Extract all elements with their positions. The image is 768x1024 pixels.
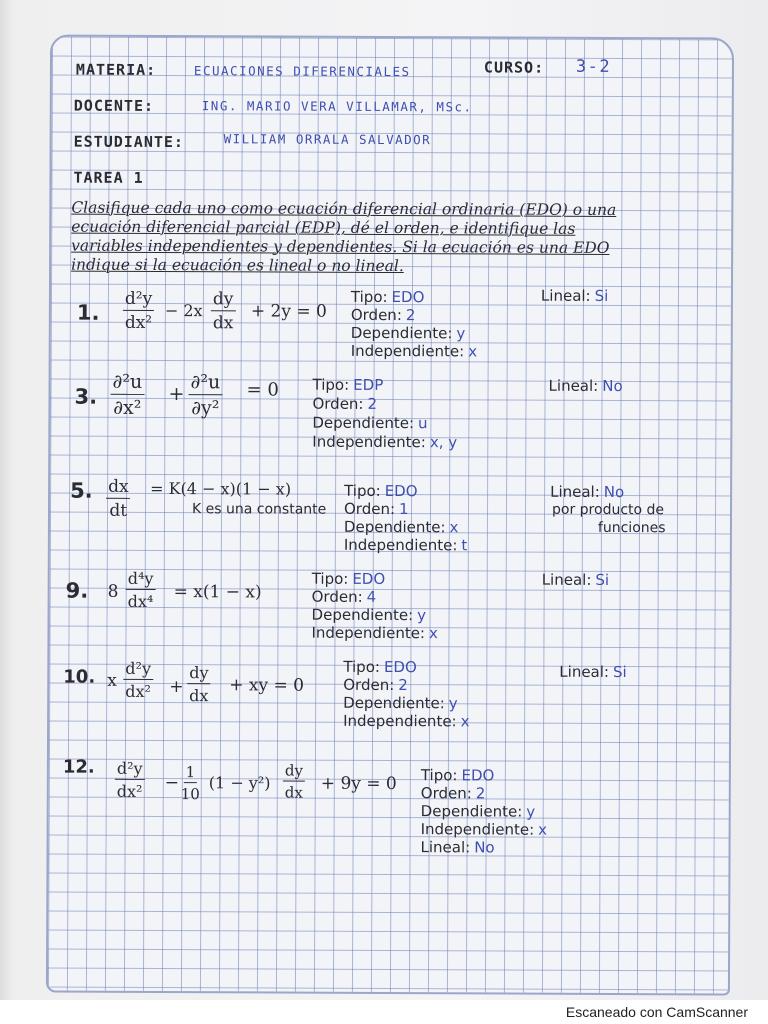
problem-number: 3. [74,384,98,409]
docente-label: DOCENTE: [73,96,155,115]
dependiente-row [312,413,428,433]
equation-term: = K(4 − x)(1 − x) [150,478,292,499]
independiente-label: Independiente: [312,432,426,452]
tipo-row [311,569,386,588]
tarea-label: TAREA 1 [73,168,144,187]
lineal-value: No [602,376,623,396]
orden-label: Orden: [420,784,472,803]
independiente-row [421,822,547,838]
fraction [188,371,222,419]
camscanner-watermark: Escaneado con CamScanner [565,1004,748,1020]
grid-paper-sheet [46,35,734,996]
orden-value: 4 [366,587,377,606]
fraction [283,762,305,802]
lineal-row [540,286,609,305]
orden-row [343,675,408,695]
lineal-row [541,570,610,589]
orden-label: Orden: [311,587,363,606]
lineal-note: funciones [597,519,666,537]
estudiante-label: ESTUDIANTE: [73,132,185,152]
dependiente-label: Dependiente: [312,413,415,433]
equation-term: + [169,677,184,698]
fraction-denominator: dx [189,686,209,706]
lineal-value: No [474,838,495,857]
lineal-row [421,840,495,855]
fraction-numerator: ∂²u [111,371,145,395]
fraction-denominator: dx² [124,312,153,333]
tipo-row [421,768,495,783]
instruction-line-3: variables independientes y dependientes. Si la ecuación es una EDO [71,236,610,257]
lineal-value: No [603,482,625,502]
problem-number: 9. [65,578,89,603]
orden-row [350,305,416,325]
orden-value: 2 [367,394,378,413]
equation-term: = x(1 − x) [173,582,262,603]
lineal-value: Si [594,286,609,305]
dependiente-value: x [449,518,459,537]
orden-value: 2 [405,306,416,325]
dependiente-row [350,323,466,343]
equation-term: (1 − y²) [208,773,271,793]
equation-term: + [168,383,185,406]
fraction [110,371,144,419]
scanner-footer [0,1000,768,1024]
lineal-row [548,376,623,396]
independiente-row [311,623,438,643]
independiente-row [350,341,478,361]
problem-number: 10. [63,666,96,688]
dependiente-row [343,517,459,537]
orden-label: Orden: [312,394,364,413]
orden-label: Orden: [350,305,402,325]
fraction-numerator: dx [106,477,131,499]
independiente-row [343,535,468,555]
dependiente-row [343,693,458,713]
fraction [187,663,210,705]
fraction-denominator: dx [284,783,303,802]
tipo-label: Tipo: [311,569,349,588]
fraction [106,477,131,521]
fraction-numerator: dy [283,762,305,782]
docente-value: ING. MARIO VERA VILLAMAR, MSc. [201,98,473,115]
fraction-numerator: d²y [123,659,153,680]
tipo-label: Tipo: [344,481,381,500]
fraction-denominator: dx [212,313,234,334]
independiente-value: t [461,536,468,555]
dependiente-value: y [448,694,458,713]
estudiante-value: WILLIAM ORRALA SALVADOR [223,131,432,148]
orden-label: Orden: [343,499,396,519]
tipo-value: EDO [461,766,495,785]
lineal-label: Lineal: [420,838,471,857]
tipo-row [312,375,384,394]
problem-number: 5. [70,478,93,503]
fraction-numerator: ∂²u [189,371,223,395]
fraction-denominator: ∂y² [191,397,220,420]
lineal-row [559,662,627,682]
orden-row [343,499,409,519]
dependiente-label: Dependiente: [350,323,453,343]
equation-term: − [164,773,180,794]
independiente-value: x [428,624,438,643]
problem-number: 12. [62,756,95,778]
fraction-denominator: dx² [116,781,143,801]
curso-label: CURSO: [483,58,545,77]
dependiente-value: y [526,802,536,821]
lineal-note: por producto de [551,501,665,519]
equation-term: + 2y = 0 [250,301,327,322]
tipo-value: EDO [391,288,425,307]
instruction-line-1: Clasifique cada uno como ecuación diferencial ordinaria (EDO) o una [71,198,617,219]
fraction-numerator: d²y [123,289,154,311]
fraction-denominator: dt [109,500,128,521]
tipo-row [343,657,417,677]
orden-value: 2 [475,784,486,803]
tipo-value: EDO [352,569,386,588]
independiente-value: x, y [429,433,458,452]
independiente-label: Independiente: [311,623,426,643]
fraction-denominator: dx⁴ [127,591,154,611]
tipo-value: EDO [384,481,418,501]
independiente-label: Independiente: [420,820,535,839]
lineal-label: Lineal: [548,376,599,395]
dependiente-value: y [417,606,427,625]
dependiente-label: Dependiente: [420,802,523,821]
orden-row [421,786,486,801]
fraction [181,763,200,803]
fraction [211,289,236,333]
instruction-line-4: indique si la ecuación es lineal o no lineal. [71,255,404,276]
tipo-label: Tipo: [312,375,350,394]
equation-term: + xy = 0 [229,675,305,696]
independiente-value: x [468,342,478,361]
materia-value: ECUACIONES DIFERENCIALES [193,63,411,80]
fraction-numerator: d⁴y [126,569,156,590]
lineal-label: Lineal: [559,662,610,681]
problem-number: 1. [76,300,100,325]
fraction [115,759,145,801]
independiente-row [343,711,470,731]
orden-row [311,587,377,606]
orden-label: Orden: [343,675,395,695]
fraction [123,659,153,701]
independiente-label: Independiente: [350,341,465,361]
dependiente-label: Dependiente: [343,693,445,713]
fraction [126,569,156,611]
equation-term: x [107,670,117,691]
dependiente-row [311,605,427,625]
fraction-numerator: d²y [115,759,145,780]
materia-label: MATERIA: [75,60,157,79]
equation-term: + 9y = 0 [320,773,397,795]
dependiente-value: y [456,324,466,343]
lineal-row [550,482,625,502]
fraction [123,289,155,333]
dependiente-value: u [417,414,428,433]
constant-note: K es una constante [191,501,327,518]
fraction-numerator: dy [187,663,210,684]
tipo-label: Tipo: [350,287,388,306]
lineal-label: Lineal: [541,570,592,589]
dependiente-label: Dependiente: [343,517,446,537]
independiente-value: x [538,820,548,839]
fraction-numerator: dy [211,289,236,311]
orden-row [312,394,378,413]
independiente-label: Independiente: [343,535,458,555]
equation-term: = 0 [246,379,279,401]
tipo-label: Tipo: [420,766,458,785]
tipo-label: Tipo: [343,657,381,676]
tipo-value: EDP [353,375,384,394]
dependiente-row [421,804,536,819]
lineal-label: Lineal: [550,482,600,501]
lineal-value: Si [595,570,610,589]
instruction-line-2: ecuación diferencial parcial (EDP), dé el orden, e identifique las [71,217,576,238]
orden-value: 2 [398,676,408,695]
equation-term: 8 [107,581,119,602]
curso-value: 3-2 [575,56,612,77]
equation-term: − 2x [164,301,203,321]
lineal-value: Si [612,662,627,682]
tipo-value: EDO [383,657,417,677]
independiente-label: Independiente: [343,711,457,731]
fraction-denominator: ∂x² [113,396,142,419]
fraction-denominator: 10 [180,785,200,804]
tipo-row [344,481,418,501]
fraction-numerator: 1 [184,763,198,783]
independiente-row [312,432,458,452]
tipo-row [350,287,425,307]
lineal-label: Lineal: [540,286,591,305]
independiente-value: x [460,712,470,731]
orden-value: 1 [399,500,409,519]
dependiente-label: Dependiente: [311,605,414,625]
fraction-denominator: dx² [125,681,151,701]
